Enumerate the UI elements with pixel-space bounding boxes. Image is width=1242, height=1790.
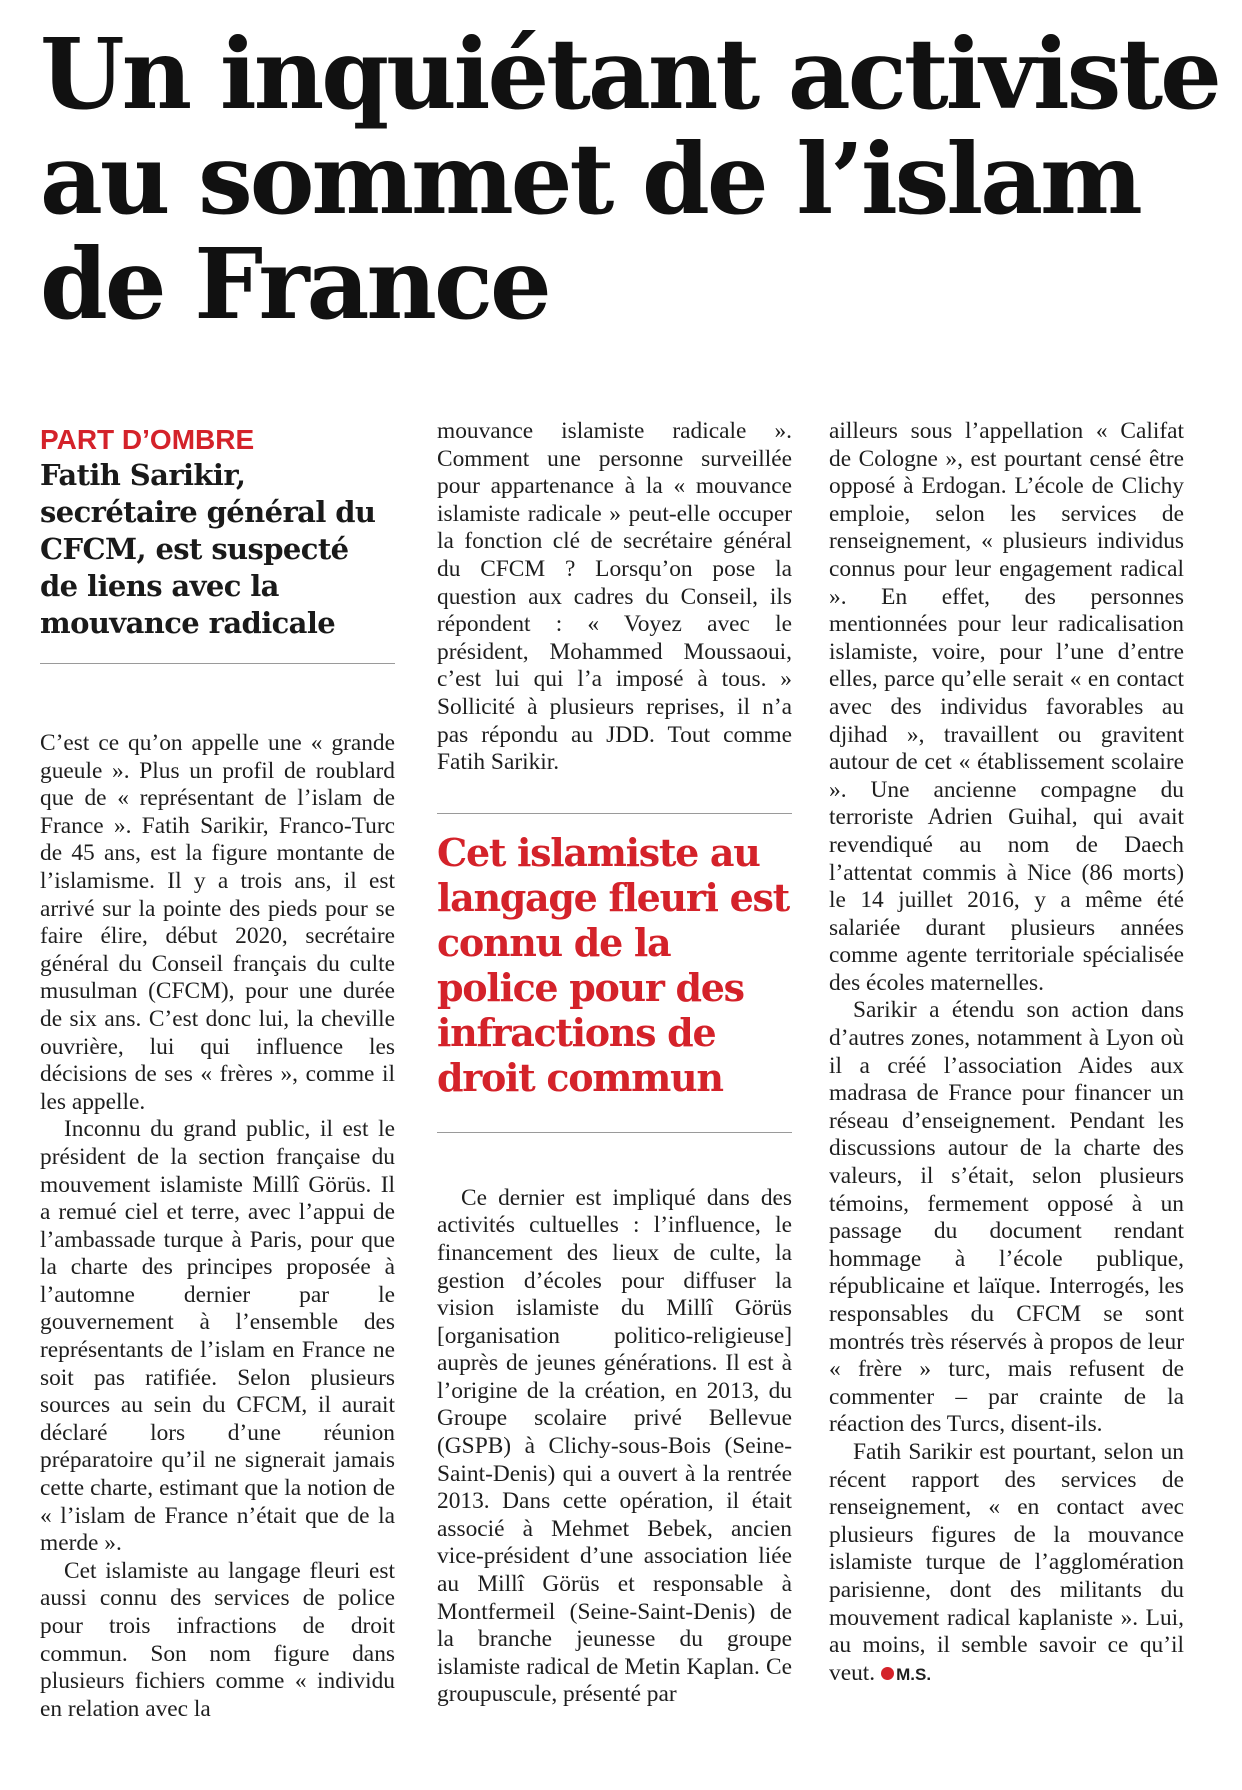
pull-quote: Cet islamiste au langage fleuri est connu de la police pour des infractions de droit commun [437,829,789,1100]
headline: Un inquiétant activiste au sommet de l’islam de France [40,17,1219,341]
bullet-dot-icon [881,1667,894,1680]
divider [40,663,395,664]
body-paragraph: Ce dernier est impliqué dans des activités cultuelles : l’influence, le financement des lieux de culte, la gestion d’écoles pour diffuser la vision islamiste du Millî Görüs [organisation politico-religieuse] auprès de jeunes générations. Il est à l’origine de la création, en 2013, du Groupe scolaire privé Bellevue (GSPB) à Clichy-sous-Bois (Seine-Saint-Denis) qui a ouvert à la rentrée 2013. Dans cette opération, il était associé à Mehmet Bebek, ancien vice-président d’une association liée au Millî Görüs et responsable à Montfermeil (Seine-Saint-Denis) de la branche jeunesse du groupe islamiste radical de Metin Kaplan. Ce groupuscule, présenté par [437,1184,792,1708]
rubric-label: PART D’OMBRE [40,424,255,455]
body-text: Fatih Sarikir est pourtant, selon un récent rapport des services de renseignement, « en contact avec plusieurs figures de la mouvance islamiste turque de l’agglomération parisienne, dont des militants du mouvement radical kaplaniste ». Lui, au moins, il semble savoir ce qu’il veut. [829,1438,1184,1686]
author-signature: M.S. [896,1664,932,1684]
standfirst: Fatih Sarikir, secrétaire général du CFCM, est suspecté de liens avec la mouvance radicale [40,458,376,640]
divider [437,1132,792,1133]
column-1 [40,418,395,1723]
body-paragraph: C’est ce qu’on appelle une « grande gueule ». Plus un profil de roublard que de « représentant de l’islam de France ». Fatih Sarikir, Franco-Turc de 45 ans, est la figure montante de l’islamisme. Il y a trois ans, il est arrivé sur la pointe des pieds pour se faire élire, début 2020, secrétaire général du Conseil français du culte musulman (CFCM), pour une durée de six ans. C’est donc lui, la cheville ouvrière, lui qui influence les décisions de ses « frères », comme il les appelle. [40,730,395,1115]
divider [437,813,792,814]
column-3 [829,418,1184,1688]
body-paragraph: Cet islamiste au langage fleuri est aussi connu des services de police pour trois infractions de droit commun. Son nom figure dans plusieurs fichiers comme « individu en relation avec la [40,1557,395,1722]
body-paragraph: mouvance islamiste radicale ». Comment une personne surveillée pour appartenance à la « mouvance islamiste radicale » peut-elle occuper la fonction clé de secrétaire général du CFCM ? Lorsqu’on pose la question aux cadres du Conseil, ils répondent : « Voyez avec le président, Mohammed Moussaoui, c’est lui qui l’a imposé à tous. » Sollicité à plusieurs reprises, il n’a pas répondu au JDD. Tout comme Fatih Sarikir. [437,418,792,776]
body-paragraph [829,1439,1184,1688]
column-2 [437,418,792,1709]
body-paragraph: Sarikir a étendu son action dans d’autres zones, notamment à Lyon où il a créé l’association Aides aux madrasa de France pour financer un réseau d’enseignement. Pendant les discussions autour de la charte des valeurs, il s’était, selon plusieurs témoins, fermement opposé à un passage du document rendant hommage à l’école publique, républicaine et laïque. Interrogés, les responsables du CFCM se sont montrés très réservés à propos de leur « frère » turc, mais refusent de commenter – par crainte de la réaction des Turcs, disent-ils. [829,997,1184,1438]
body-paragraph: ailleurs sous l’appellation « Califat de Cologne », est pourtant censé être opposé à Erdogan. L’école de Clichy emploie, selon les services de renseignement, « plusieurs individus connus pour leur engagement radical ». En effet, des personnes mentionnées pour leur radicalisation islamiste, voire, pour l’une d’entre elles, parce qu’elle serait « en contact avec des individus favorables au djihad », travaillent ou gravitent autour de cet « établissement scolaire ». Une ancienne compagne du terroriste Adrien Guihal, qui avait revendiqué au nom de Daech l’attentat commis à Nice (86 morts) le 14 juillet 2016, y a même été salariée durant plusieurs années comme agente territoriale spécialisée des écoles maternelles. [829,418,1184,996]
body-paragraph: Inconnu du grand public, il est le président de la section française du mouvement islamiste Millî Görüs. Il a remué ciel et terre, avec l’appui de l’ambassade turque à Paris, pour que la charte des principes proposée à l’automne dernier par le gouvernement à l’ensemble des représentants de l’islam en France ne soit pas ratifiée. Selon plusieurs sources au sein du CFCM, il aurait déclaré lors d’une réunion préparatoire qu’il ne signerait jamais cette charte, estimant que la notion de « l’islam de France n’était que de la merde ». [40,1116,395,1557]
